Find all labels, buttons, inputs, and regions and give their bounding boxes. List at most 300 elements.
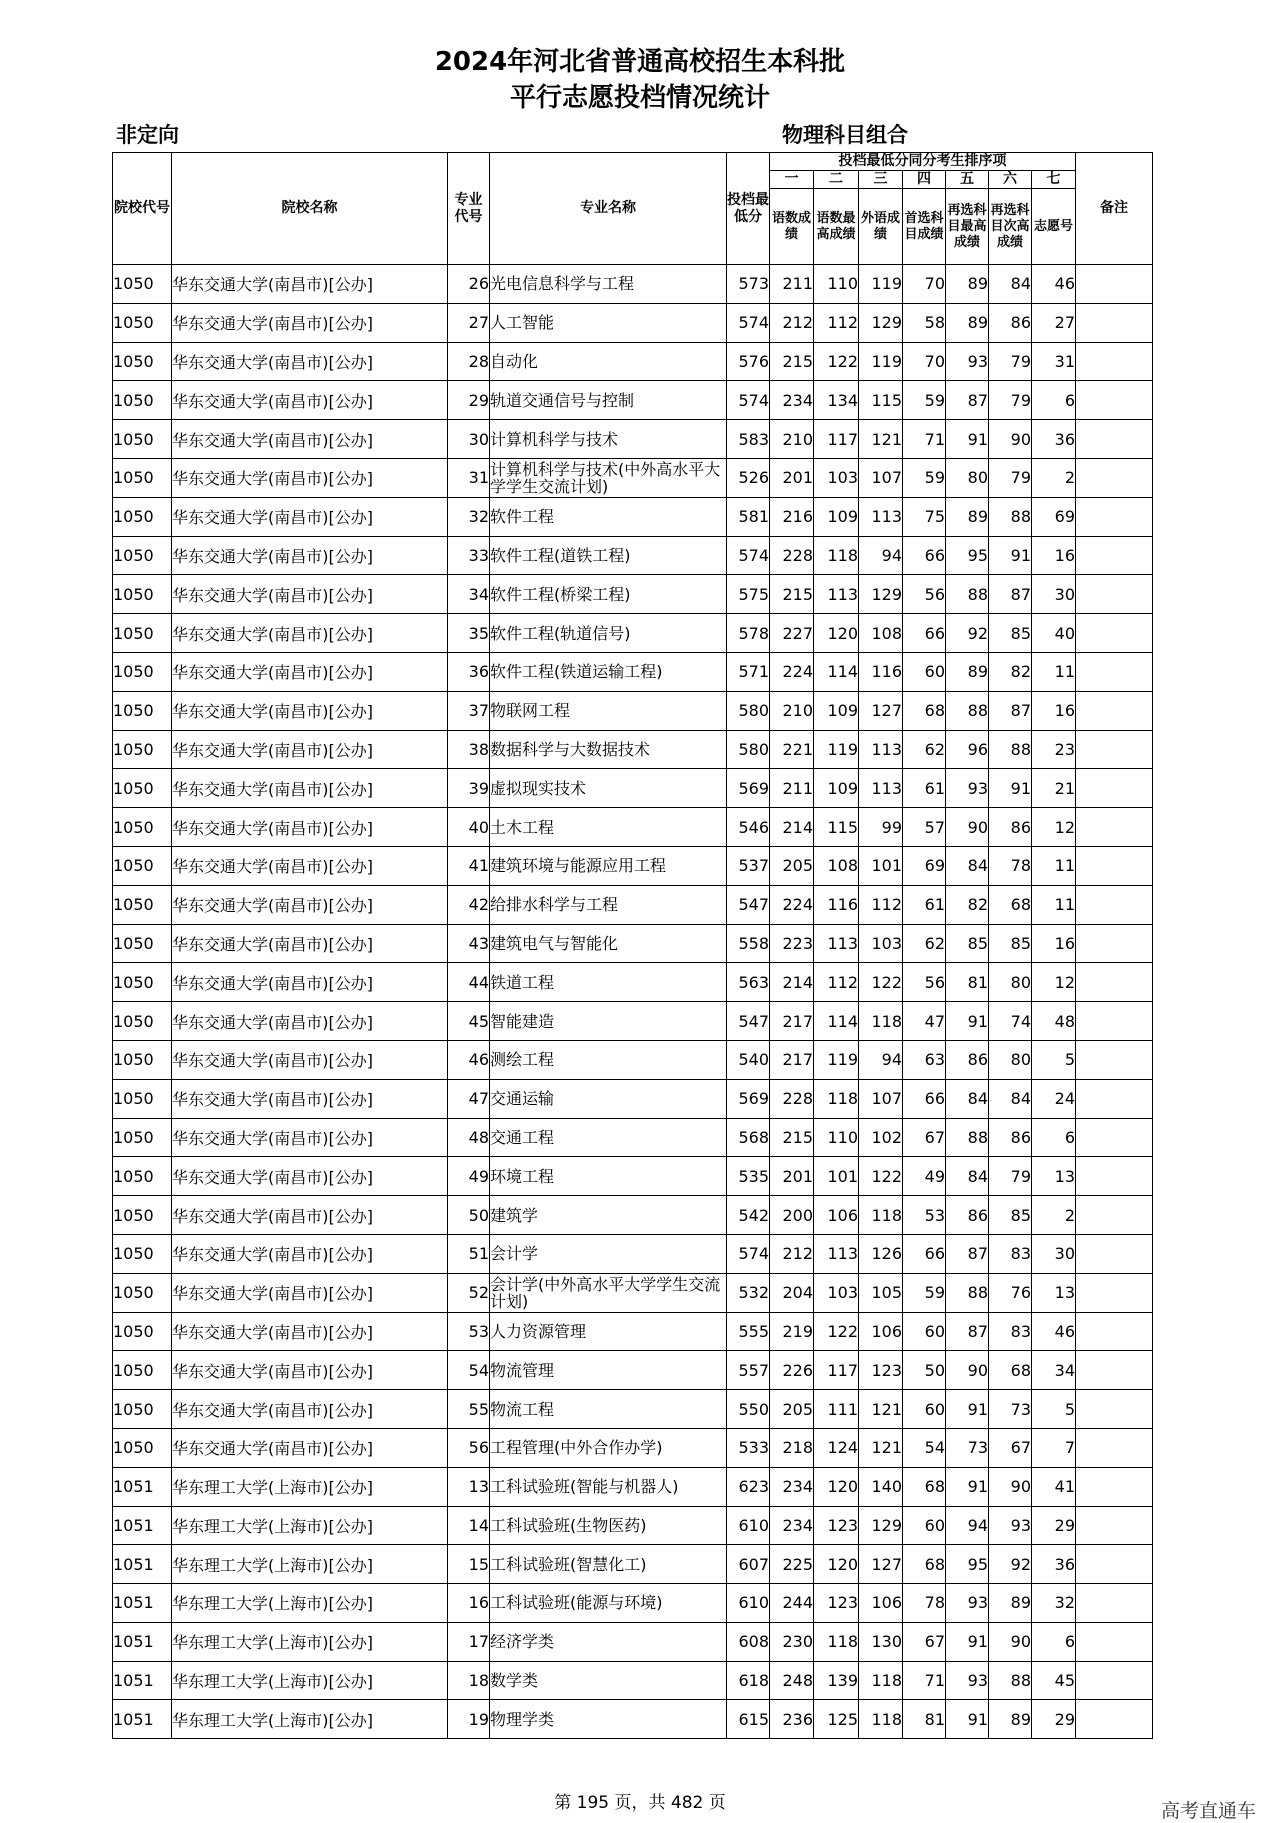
school-code-cell: 1050 — [113, 691, 172, 730]
school-name-cell: 华东交通大学(南昌市)[公办] — [172, 458, 448, 497]
rank-score-1-cell: 219 — [770, 1312, 814, 1351]
rank-score-3-cell: 113 — [859, 497, 903, 536]
school-name-cell: 华东交通大学(南昌市)[公办] — [172, 1273, 448, 1312]
rank-score-2-cell: 139 — [814, 1661, 859, 1700]
rank-score-2-cell: 118 — [814, 1622, 859, 1661]
rank-score-2-cell: 108 — [814, 846, 859, 885]
school-code-cell: 1050 — [113, 1118, 172, 1157]
rank-volunteer-no-cell: 7 — [1032, 1428, 1076, 1467]
rank-score-5-cell: 95 — [946, 536, 989, 575]
min-score-cell: 576 — [727, 342, 770, 381]
major-code-cell: 13 — [448, 1467, 490, 1506]
table-row — [113, 924, 1153, 963]
rank-score-3-cell: 105 — [859, 1273, 903, 1312]
remark-cell — [1076, 1273, 1153, 1312]
rank-score-3-cell: 129 — [859, 303, 903, 342]
min-score-cell: 526 — [727, 458, 770, 497]
rank-volunteer-no-cell: 34 — [1032, 1351, 1076, 1390]
rank-score-3-cell: 121 — [859, 1390, 903, 1429]
major-code-cell: 18 — [448, 1661, 490, 1700]
school-name-cell: 华东交通大学(南昌市)[公办] — [172, 1157, 448, 1196]
rank-score-5-cell: 88 — [946, 691, 989, 730]
table-row — [113, 342, 1153, 381]
school-code-cell: 1051 — [113, 1545, 172, 1584]
rank-score-1-cell: 212 — [770, 1234, 814, 1273]
remark-cell — [1076, 1234, 1153, 1273]
rank-score-3-cell: 113 — [859, 730, 903, 769]
rank-score-1-cell: 224 — [770, 885, 814, 924]
rank-score-2-cell: 120 — [814, 1467, 859, 1506]
rank-volunteer-no-cell: 16 — [1032, 924, 1076, 963]
rank-score-2-cell: 118 — [814, 536, 859, 575]
rank-score-1-cell: 214 — [770, 963, 814, 1002]
major-code-cell: 42 — [448, 885, 490, 924]
min-score-cell: 571 — [727, 652, 770, 691]
major-name-cell: 物流管理 — [490, 1351, 727, 1390]
rank-score-1-cell: 225 — [770, 1545, 814, 1584]
school-code-cell: 1050 — [113, 1196, 172, 1235]
rank-score-4-cell: 63 — [903, 1040, 946, 1079]
school-code-cell: 1050 — [113, 1234, 172, 1273]
rank-score-6-cell: 68 — [989, 885, 1032, 924]
rank-score-4-cell: 59 — [903, 381, 946, 420]
major-name-cell: 计算机科学与技术(中外高水平大学学生交流计划) — [490, 458, 727, 497]
school-code-cell: 1050 — [113, 497, 172, 536]
rank-score-5-cell: 93 — [946, 1661, 989, 1700]
rank-volunteer-no-cell: 27 — [1032, 303, 1076, 342]
rank-score-3-cell: 99 — [859, 808, 903, 847]
major-name-cell: 数学类 — [490, 1661, 727, 1700]
rank-score-2-cell: 103 — [814, 458, 859, 497]
major-code-cell: 37 — [448, 691, 490, 730]
rank-score-3-cell: 118 — [859, 1196, 903, 1235]
rank-score-1-cell: 226 — [770, 1351, 814, 1390]
table-row — [113, 497, 1153, 536]
rank-score-5-cell: 84 — [946, 1157, 989, 1196]
rank-score-5-cell: 90 — [946, 808, 989, 847]
school-name-cell: 华东交通大学(南昌市)[公办] — [172, 769, 448, 808]
rank-score-4-cell: 62 — [903, 924, 946, 963]
rank-score-4-cell: 60 — [903, 1506, 946, 1545]
school-name-cell: 华东理工大学(上海市)[公办] — [172, 1622, 448, 1661]
remark-cell — [1076, 1506, 1153, 1545]
header-rank-num: 三 — [859, 171, 903, 189]
rank-score-6-cell: 84 — [989, 1079, 1032, 1118]
rank-score-4-cell: 75 — [903, 497, 946, 536]
school-name-cell: 华东理工大学(上海市)[公办] — [172, 1584, 448, 1623]
school-name-cell: 华东理工大学(上海市)[公办] — [172, 1506, 448, 1545]
header-remark: 备注 — [1076, 153, 1153, 265]
rank-score-3-cell: 140 — [859, 1467, 903, 1506]
major-code-cell: 53 — [448, 1312, 490, 1351]
rank-score-4-cell: 71 — [903, 420, 946, 459]
major-name-cell: 人工智能 — [490, 303, 727, 342]
min-score-cell: 580 — [727, 730, 770, 769]
min-score-cell: 546 — [727, 808, 770, 847]
rank-score-3-cell: 106 — [859, 1584, 903, 1623]
school-code-cell: 1050 — [113, 458, 172, 497]
school-name-cell: 华东理工大学(上海市)[公办] — [172, 1661, 448, 1700]
remark-cell — [1076, 614, 1153, 653]
rank-score-4-cell: 57 — [903, 808, 946, 847]
rank-score-4-cell: 68 — [903, 1545, 946, 1584]
school-code-cell: 1050 — [113, 1079, 172, 1118]
rank-score-6-cell: 68 — [989, 1351, 1032, 1390]
rank-score-5-cell: 93 — [946, 342, 989, 381]
rank-score-2-cell: 110 — [814, 265, 859, 304]
admission-table — [112, 152, 1153, 1739]
major-name-cell: 自动化 — [490, 342, 727, 381]
major-name-cell: 物流工程 — [490, 1390, 727, 1429]
school-code-cell: 1050 — [113, 769, 172, 808]
rank-volunteer-no-cell: 16 — [1032, 691, 1076, 730]
rank-score-5-cell: 96 — [946, 730, 989, 769]
rank-score-1-cell: 218 — [770, 1428, 814, 1467]
rank-score-2-cell: 116 — [814, 885, 859, 924]
rank-volunteer-no-cell: 30 — [1032, 575, 1076, 614]
major-code-cell: 43 — [448, 924, 490, 963]
rank-volunteer-no-cell: 6 — [1032, 381, 1076, 420]
rank-score-6-cell: 86 — [989, 303, 1032, 342]
rank-score-3-cell: 94 — [859, 1040, 903, 1079]
rank-score-6-cell: 83 — [989, 1312, 1032, 1351]
rank-score-5-cell: 89 — [946, 303, 989, 342]
major-code-cell: 49 — [448, 1157, 490, 1196]
remark-cell — [1076, 691, 1153, 730]
major-name-cell: 测绘工程 — [490, 1040, 727, 1079]
rank-volunteer-no-cell: 45 — [1032, 1661, 1076, 1700]
remark-cell — [1076, 265, 1153, 304]
major-name-cell: 给排水科学与工程 — [490, 885, 727, 924]
school-name-cell: 华东理工大学(上海市)[公办] — [172, 1545, 448, 1584]
rank-score-2-cell: 119 — [814, 730, 859, 769]
rank-score-6-cell: 84 — [989, 265, 1032, 304]
major-code-cell: 29 — [448, 381, 490, 420]
rank-score-2-cell: 113 — [814, 924, 859, 963]
rank-score-1-cell: 224 — [770, 652, 814, 691]
major-code-cell: 52 — [448, 1273, 490, 1312]
rank-volunteer-no-cell: 6 — [1032, 1622, 1076, 1661]
rank-score-3-cell: 127 — [859, 1545, 903, 1584]
rank-score-6-cell: 93 — [989, 1506, 1032, 1545]
rank-score-4-cell: 67 — [903, 1118, 946, 1157]
rank-score-6-cell: 82 — [989, 652, 1032, 691]
rank-score-1-cell: 205 — [770, 1390, 814, 1429]
rank-volunteer-no-cell: 36 — [1032, 1545, 1076, 1584]
school-code-cell: 1050 — [113, 342, 172, 381]
school-name-cell: 华东交通大学(南昌市)[公办] — [172, 614, 448, 653]
major-code-cell: 33 — [448, 536, 490, 575]
rank-score-3-cell: 112 — [859, 885, 903, 924]
remark-cell — [1076, 458, 1153, 497]
major-code-cell: 34 — [448, 575, 490, 614]
header-rank-num: 四 — [903, 171, 946, 189]
rank-score-6-cell: 91 — [989, 769, 1032, 808]
rank-score-3-cell: 101 — [859, 846, 903, 885]
school-name-cell: 华东交通大学(南昌市)[公办] — [172, 1196, 448, 1235]
rank-score-2-cell: 134 — [814, 381, 859, 420]
min-score-cell: 608 — [727, 1622, 770, 1661]
rank-score-5-cell: 95 — [946, 1545, 989, 1584]
major-code-cell: 17 — [448, 1622, 490, 1661]
rank-score-1-cell: 215 — [770, 1118, 814, 1157]
rank-score-3-cell: 122 — [859, 963, 903, 1002]
rank-score-2-cell: 111 — [814, 1390, 859, 1429]
rank-score-4-cell: 59 — [903, 458, 946, 497]
table-row — [113, 1002, 1153, 1041]
rank-score-4-cell: 67 — [903, 1622, 946, 1661]
table-row — [113, 420, 1153, 459]
remark-cell — [1076, 808, 1153, 847]
min-score-cell: 610 — [727, 1584, 770, 1623]
school-code-cell: 1050 — [113, 885, 172, 924]
header-rank-num: 一 — [770, 171, 814, 189]
rank-score-5-cell: 88 — [946, 575, 989, 614]
table-row — [113, 1079, 1153, 1118]
table-row — [113, 458, 1153, 497]
table-row — [113, 1351, 1153, 1390]
major-name-cell: 建筑电气与智能化 — [490, 924, 727, 963]
school-code-cell: 1050 — [113, 808, 172, 847]
rank-score-4-cell: 56 — [903, 963, 946, 1002]
rank-score-6-cell: 76 — [989, 1273, 1032, 1312]
min-score-cell: 574 — [727, 303, 770, 342]
rank-score-3-cell: 129 — [859, 1506, 903, 1545]
school-name-cell: 华东交通大学(南昌市)[公办] — [172, 963, 448, 1002]
rank-score-6-cell: 85 — [989, 1196, 1032, 1235]
min-score-cell: 540 — [727, 1040, 770, 1079]
rank-score-2-cell: 101 — [814, 1157, 859, 1196]
table-row — [113, 381, 1153, 420]
rank-score-4-cell: 58 — [903, 303, 946, 342]
major-name-cell: 会计学 — [490, 1234, 727, 1273]
min-score-cell: 555 — [727, 1312, 770, 1351]
rank-score-6-cell: 88 — [989, 1661, 1032, 1700]
table-row — [113, 265, 1153, 304]
subject-group-label: 物理科目组合 — [782, 123, 908, 147]
table-row — [113, 1545, 1153, 1584]
table-row — [113, 769, 1153, 808]
table-row — [113, 691, 1153, 730]
remark-cell — [1076, 1467, 1153, 1506]
school-name-cell: 华东交通大学(南昌市)[公办] — [172, 808, 448, 847]
rank-score-5-cell: 94 — [946, 1506, 989, 1545]
school-code-cell: 1051 — [113, 1700, 172, 1739]
rank-score-4-cell: 59 — [903, 1273, 946, 1312]
remark-cell — [1076, 1661, 1153, 1700]
min-score-cell: 568 — [727, 1118, 770, 1157]
min-score-cell: 607 — [727, 1545, 770, 1584]
rank-score-1-cell: 228 — [770, 1079, 814, 1118]
rank-volunteer-no-cell: 16 — [1032, 536, 1076, 575]
rank-score-4-cell: 78 — [903, 1584, 946, 1623]
rank-score-2-cell: 120 — [814, 614, 859, 653]
table-row — [113, 1234, 1153, 1273]
min-score-cell: 618 — [727, 1661, 770, 1700]
header-rank-item: 再选科目最高成绩 — [946, 189, 989, 265]
school-code-cell: 1050 — [113, 1390, 172, 1429]
rank-volunteer-no-cell: 32 — [1032, 1584, 1076, 1623]
rank-score-4-cell: 50 — [903, 1351, 946, 1390]
major-name-cell: 建筑学 — [490, 1196, 727, 1235]
rank-score-3-cell: 119 — [859, 265, 903, 304]
rank-volunteer-no-cell: 29 — [1032, 1506, 1076, 1545]
remark-cell — [1076, 1428, 1153, 1467]
school-name-cell: 华东交通大学(南昌市)[公办] — [172, 1040, 448, 1079]
rank-score-5-cell: 86 — [946, 1040, 989, 1079]
rank-score-5-cell: 92 — [946, 614, 989, 653]
rank-score-2-cell: 110 — [814, 1118, 859, 1157]
school-code-cell: 1050 — [113, 1273, 172, 1312]
rank-score-3-cell: 107 — [859, 458, 903, 497]
major-code-cell: 51 — [448, 1234, 490, 1273]
min-score-cell: 574 — [727, 381, 770, 420]
header-rank-item: 外语成绩 — [859, 189, 903, 265]
rank-score-1-cell: 204 — [770, 1273, 814, 1312]
rank-score-6-cell: 73 — [989, 1390, 1032, 1429]
rank-score-1-cell: 228 — [770, 536, 814, 575]
school-code-cell: 1050 — [113, 652, 172, 691]
rank-score-3-cell: 121 — [859, 1428, 903, 1467]
school-name-cell: 华东交通大学(南昌市)[公办] — [172, 536, 448, 575]
rank-volunteer-no-cell: 12 — [1032, 808, 1076, 847]
rank-score-5-cell: 87 — [946, 381, 989, 420]
rank-score-2-cell: 118 — [814, 1079, 859, 1118]
major-name-cell: 物联网工程 — [490, 691, 727, 730]
rank-score-3-cell: 118 — [859, 1700, 903, 1739]
rank-score-1-cell: 210 — [770, 691, 814, 730]
rank-score-1-cell: 205 — [770, 846, 814, 885]
major-name-cell: 建筑环境与能源应用工程 — [490, 846, 727, 885]
major-code-cell: 19 — [448, 1700, 490, 1739]
min-score-cell: 533 — [727, 1428, 770, 1467]
table-row — [113, 536, 1153, 575]
remark-cell — [1076, 1312, 1153, 1351]
rank-volunteer-no-cell: 23 — [1032, 730, 1076, 769]
header-rank-item: 志愿号 — [1032, 189, 1076, 265]
rank-volunteer-no-cell: 2 — [1032, 1196, 1076, 1235]
min-score-cell: 532 — [727, 1273, 770, 1312]
school-name-cell: 华东交通大学(南昌市)[公办] — [172, 1002, 448, 1041]
rank-score-6-cell: 79 — [989, 1157, 1032, 1196]
table-row — [113, 1584, 1153, 1623]
table-row — [113, 1661, 1153, 1700]
major-code-cell: 36 — [448, 652, 490, 691]
school-name-cell: 华东交通大学(南昌市)[公办] — [172, 691, 448, 730]
school-name-cell: 华东交通大学(南昌市)[公办] — [172, 575, 448, 614]
major-code-cell: 46 — [448, 1040, 490, 1079]
major-name-cell: 计算机科学与技术 — [490, 420, 727, 459]
rank-score-3-cell: 129 — [859, 575, 903, 614]
rank-score-5-cell: 81 — [946, 963, 989, 1002]
category-label: 非定向 — [116, 123, 179, 147]
school-code-cell: 1050 — [113, 303, 172, 342]
rank-score-3-cell: 119 — [859, 342, 903, 381]
remark-cell — [1076, 1002, 1153, 1041]
rank-score-2-cell: 114 — [814, 1002, 859, 1041]
table-row — [113, 1157, 1153, 1196]
rank-score-6-cell: 90 — [989, 1622, 1032, 1661]
rank-score-1-cell: 210 — [770, 420, 814, 459]
rank-score-3-cell: 103 — [859, 924, 903, 963]
rank-score-4-cell: 61 — [903, 769, 946, 808]
watermark-text: 高考直通车 — [1160, 1800, 1256, 1822]
school-code-cell: 1050 — [113, 536, 172, 575]
major-name-cell: 交通工程 — [490, 1118, 727, 1157]
rank-score-2-cell: 109 — [814, 691, 859, 730]
rank-score-1-cell: 214 — [770, 808, 814, 847]
min-score-cell: 557 — [727, 1351, 770, 1390]
rank-score-3-cell: 108 — [859, 614, 903, 653]
rank-score-6-cell: 87 — [989, 691, 1032, 730]
remark-cell — [1076, 730, 1153, 769]
rank-score-1-cell: 216 — [770, 497, 814, 536]
rank-score-1-cell: 211 — [770, 769, 814, 808]
major-code-cell: 35 — [448, 614, 490, 653]
remark-cell — [1076, 652, 1153, 691]
school-name-cell: 华东交通大学(南昌市)[公办] — [172, 420, 448, 459]
rank-score-4-cell: 53 — [903, 1196, 946, 1235]
rank-score-1-cell: 217 — [770, 1002, 814, 1041]
rank-score-6-cell: 80 — [989, 1040, 1032, 1079]
rank-score-3-cell: 118 — [859, 1002, 903, 1041]
rank-score-5-cell: 88 — [946, 1273, 989, 1312]
rank-score-2-cell: 106 — [814, 1196, 859, 1235]
rank-score-2-cell: 123 — [814, 1506, 859, 1545]
header-rank-num: 七 — [1032, 171, 1076, 189]
school-code-cell: 1050 — [113, 1040, 172, 1079]
table-row — [113, 614, 1153, 653]
rank-score-2-cell: 123 — [814, 1584, 859, 1623]
table-row — [113, 1196, 1153, 1235]
min-score-cell: 574 — [727, 1234, 770, 1273]
rank-score-6-cell: 74 — [989, 1002, 1032, 1041]
school-name-cell: 华东交通大学(南昌市)[公办] — [172, 265, 448, 304]
rank-volunteer-no-cell: 12 — [1032, 963, 1076, 1002]
rank-score-2-cell: 113 — [814, 575, 859, 614]
major-name-cell: 工科试验班(智能与机器人) — [490, 1467, 727, 1506]
rank-score-6-cell: 83 — [989, 1234, 1032, 1273]
table-row — [113, 1390, 1153, 1429]
header-rank-num: 二 — [814, 171, 859, 189]
min-score-cell: 558 — [727, 924, 770, 963]
rank-score-5-cell: 82 — [946, 885, 989, 924]
table-row — [113, 1622, 1153, 1661]
rank-score-6-cell: 90 — [989, 1467, 1032, 1506]
min-score-cell: 575 — [727, 575, 770, 614]
rank-score-6-cell: 67 — [989, 1428, 1032, 1467]
rank-score-2-cell: 109 — [814, 769, 859, 808]
rank-score-4-cell: 81 — [903, 1700, 946, 1739]
rank-score-5-cell: 84 — [946, 1079, 989, 1118]
rank-score-2-cell: 122 — [814, 342, 859, 381]
rank-score-4-cell: 60 — [903, 652, 946, 691]
min-score-cell: 547 — [727, 885, 770, 924]
rank-score-5-cell: 90 — [946, 1351, 989, 1390]
school-code-cell: 1050 — [113, 1428, 172, 1467]
rank-score-2-cell: 120 — [814, 1545, 859, 1584]
major-code-cell: 56 — [448, 1428, 490, 1467]
rank-score-2-cell: 124 — [814, 1428, 859, 1467]
rank-score-4-cell: 68 — [903, 691, 946, 730]
major-name-cell: 会计学(中外高水平大学学生交流计划) — [490, 1273, 727, 1312]
school-name-cell: 华东理工大学(上海市)[公办] — [172, 1467, 448, 1506]
major-name-cell: 人力资源管理 — [490, 1312, 727, 1351]
school-name-cell: 华东交通大学(南昌市)[公办] — [172, 1118, 448, 1157]
school-code-cell: 1050 — [113, 730, 172, 769]
school-name-cell: 华东交通大学(南昌市)[公办] — [172, 1390, 448, 1429]
major-code-cell: 15 — [448, 1545, 490, 1584]
